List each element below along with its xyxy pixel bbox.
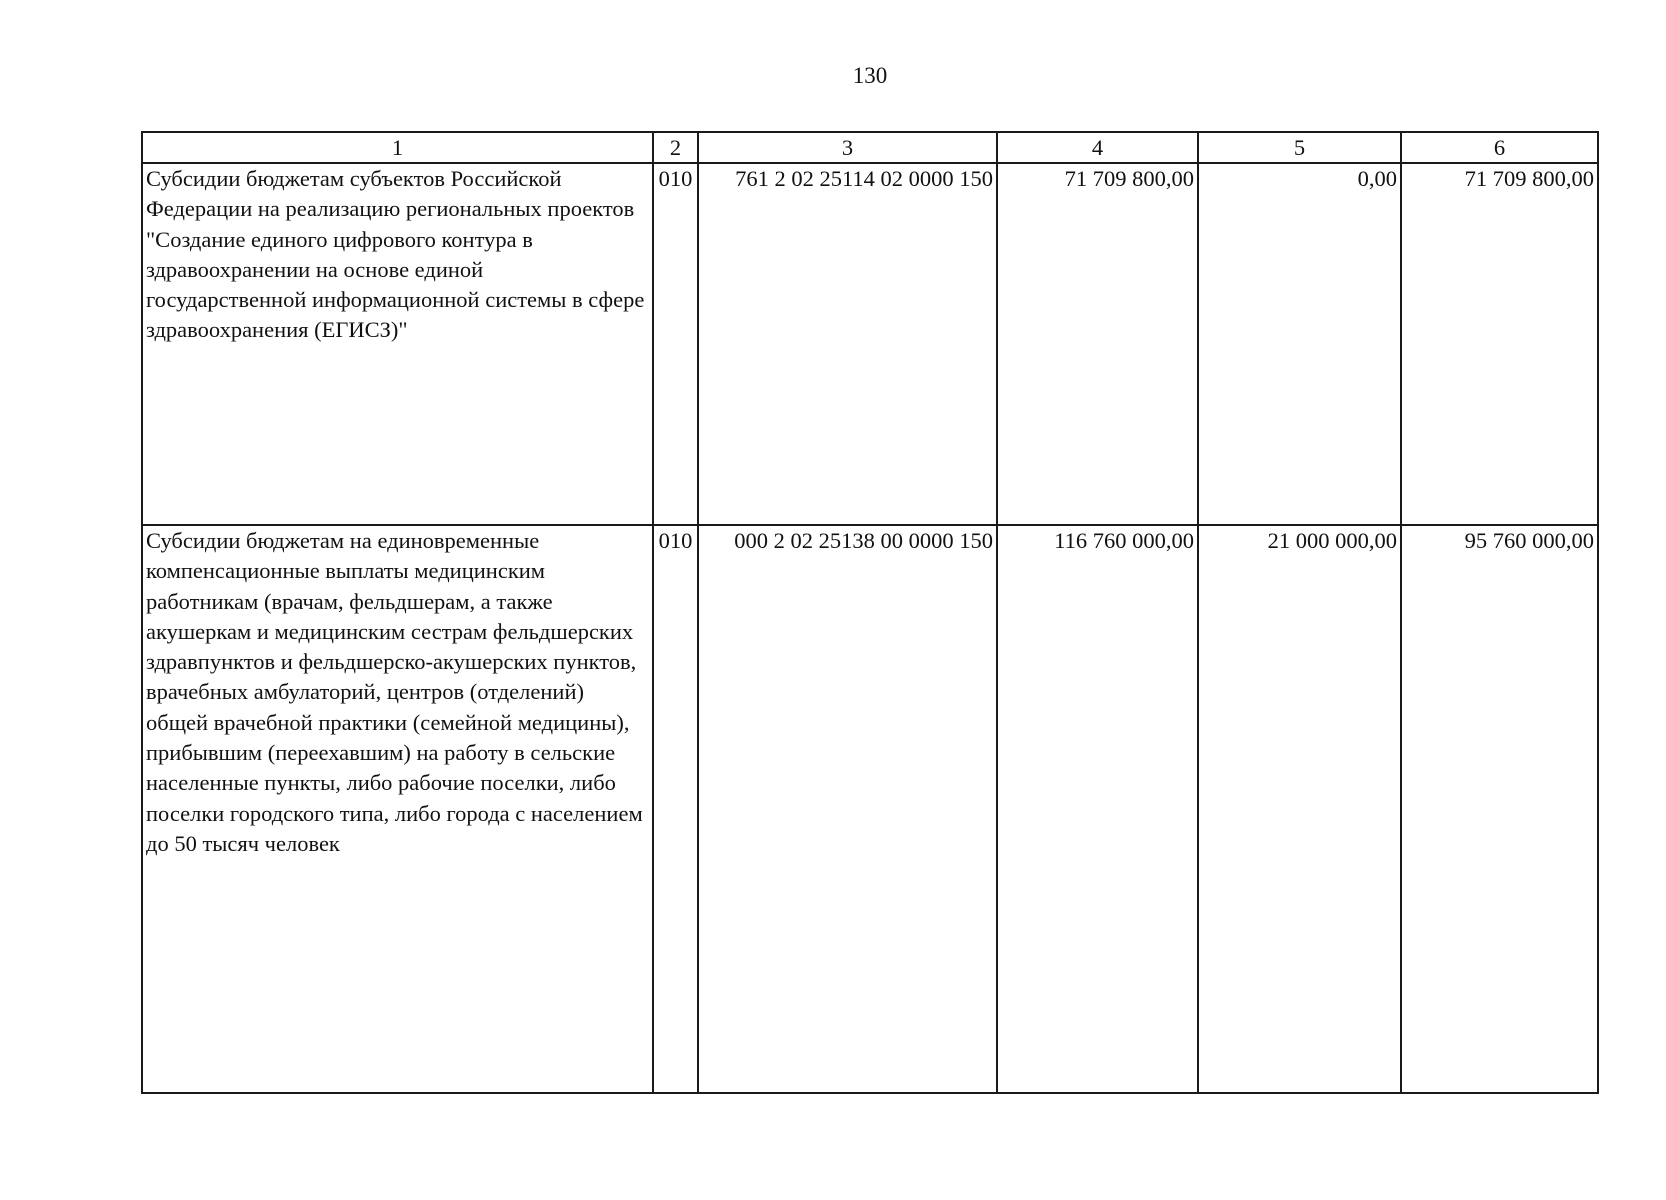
row-name-cell: Субсидии бюджетам субъектов Российской Федерации на реализацию региональных проектов "Создание единого цифрового контура в здравоохранении на основе единой государственной информационной системы в сфере здравоохранения (ЕГИСЗ)" bbox=[142, 163, 653, 525]
row-col5-cell: 0,00 bbox=[1198, 163, 1401, 525]
row-col5-cell: 21 000 000,00 bbox=[1198, 525, 1401, 1093]
page-number: 130 bbox=[852, 63, 888, 88]
header-col-3: 3 bbox=[698, 132, 997, 163]
table-body bbox=[142, 163, 1598, 1093]
header-col-4: 4 bbox=[997, 132, 1198, 163]
row-kbk-cell: 000 2 02 25138 00 0000 150 bbox=[698, 525, 997, 1093]
row-code-cell: 010 bbox=[653, 163, 698, 525]
row-col4-cell: 116 760 000,00 bbox=[997, 525, 1198, 1093]
header-row bbox=[142, 132, 1598, 163]
row-kbk-cell: 761 2 02 25114 02 0000 150 bbox=[698, 163, 997, 525]
table-row bbox=[142, 525, 1598, 1093]
row-code-cell: 010 bbox=[653, 525, 698, 1093]
row-col4-cell: 71 709 800,00 bbox=[997, 163, 1198, 525]
header-col-2: 2 bbox=[653, 132, 698, 163]
header-col-5: 5 bbox=[1198, 132, 1401, 163]
table-row bbox=[142, 163, 1598, 525]
table-header bbox=[142, 132, 1598, 163]
header-col-6: 6 bbox=[1401, 132, 1598, 163]
header-col-1: 1 bbox=[142, 132, 653, 163]
row-col6-cell: 71 709 800,00 bbox=[1401, 163, 1598, 525]
row-col6-cell: 95 760 000,00 bbox=[1401, 525, 1598, 1093]
budget-table bbox=[141, 131, 1599, 1094]
row-name-cell: Субсидии бюджетам на единовременные компенсационные выплаты медицинским работникам (врачам, фельдшерам, а также акушеркам и медицинским сестрам фельдшерских здравпунктов и фельдшерско-акушерских пунктов, врачебных амбулаторий, центров (отделений) общей врачебной практики (семейной медицины), прибывшим (переехавшим) на работу в сельские населенные пункты, либо рабочие поселки, либо поселки городского типа, либо города с населением до 50 тысяч человек bbox=[142, 525, 653, 1093]
